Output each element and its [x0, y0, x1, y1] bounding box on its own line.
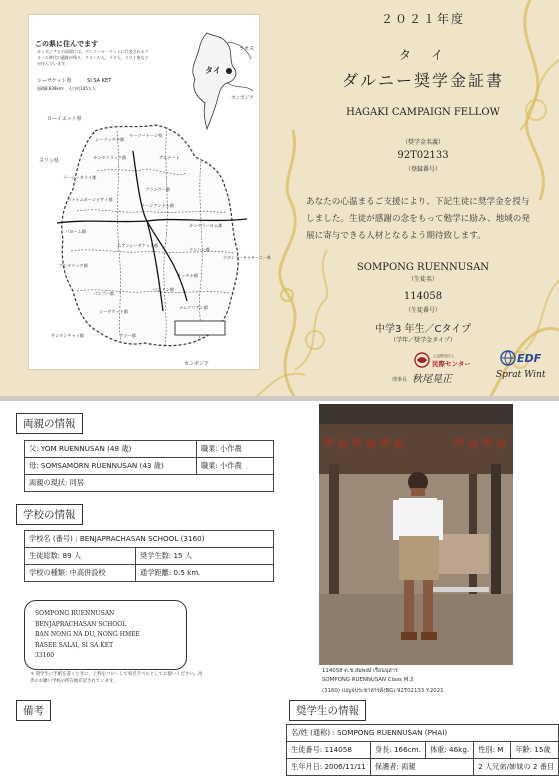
district-label: ムアンシーサケット郡 [117, 243, 159, 248]
district-label: シーラッタナ郡 [95, 137, 125, 142]
chairman-signature: 秋尾晃正 [412, 374, 452, 385]
edf-logo: EDF [517, 352, 542, 365]
student-guardian: 保護者: 両親 [370, 759, 473, 776]
parents-table [24, 440, 274, 492]
student-table [286, 724, 559, 776]
org-sub: 公益財団法人 [433, 354, 454, 358]
photo-caption-line: SOMPONG RUENNUSAN Class M.3 [322, 677, 414, 683]
grade-type-label: （学年／奨学金タイプ） [390, 337, 456, 344]
certificate-country: タ イ [398, 48, 447, 62]
student-photo [319, 404, 513, 665]
commute-distance: 通学距離: 0.5 km. [136, 565, 274, 582]
section-divider [0, 396, 559, 401]
parents-status: 両親の現状: 同居 [25, 475, 274, 492]
student-id: 114058 [403, 291, 443, 302]
district-label: ナムクリアン郡 [179, 305, 208, 310]
school-name: 学校名 (番号) : BENJAPRACHASAN SCHOOL (3160) [25, 531, 274, 548]
address-line: BAN NONG NA DU, NONG HMEE [35, 631, 140, 638]
address-line: RASEE SALAI, SI SA KET [35, 641, 114, 649]
chairman-label: 理事長 [392, 377, 408, 383]
mother-job: 職業: 小作農 [197, 458, 274, 475]
inset-label-laos: ラオス [239, 46, 254, 52]
district-label: ブラー郡 [119, 333, 136, 338]
student-weight: 体重: 46kg. [425, 742, 473, 759]
address-line: SOMPONG RUENNUSAN [35, 610, 115, 617]
certificate-message: あなたの心温まるご支援により、下記生徒に奨学金を授与しました。生徒が感謝の念をもって勉学に励み、地域の発展に寄与できる人材となるよう期待致します。 [306, 197, 530, 241]
signature-area [386, 348, 556, 388]
edf-signature: Sprat Wint [496, 370, 546, 380]
school-section-label: 学校の情報 [16, 504, 83, 525]
org-logo-icon [414, 352, 430, 368]
district-label: アムナート [159, 155, 180, 160]
scholarship-name: HAGAKI CAMPAIGN FELLOW [346, 107, 500, 118]
student-photo-image [319, 404, 513, 665]
student-height: 身長: 166cm. [370, 742, 425, 759]
address-line: BENJAPRACHASAN SCHOOL [35, 620, 127, 628]
district-label: キッタナ郡 [177, 273, 198, 278]
district-label: カンタラーロム郡 [189, 223, 223, 228]
student-section-label: 奨学生の情報 [289, 700, 366, 721]
parents-section-label: 両親の情報 [16, 413, 83, 434]
province-label: シーサケット県 SI SA KET [37, 78, 112, 84]
remarks-box [14, 720, 298, 778]
district-label: パンプー郡 [93, 291, 114, 296]
map-notice-body: カンボジアとの国境には、デンコール・ワットに代表されるクメール時代の遺跡が残り、クメール人、ラオ人、スワイ族などが住んでいます。 [37, 49, 149, 66]
school-table [24, 530, 274, 582]
mother-info: 母: SOMSAMORN RUENNUSAN (43 歳) [25, 458, 197, 475]
address-note: ＊ 奨学生に手紙を書くときに、上枠をコピーして宛名ラベルとしてお使いください。改善のお願い学校の所在地が記されています。 [30, 672, 203, 684]
student-age: 年齢: 15歳 [511, 742, 559, 759]
district-label: パヨーム郡 [65, 229, 86, 234]
student-siblings: 2 人兄弟/姉妹の 2 番目 [474, 759, 559, 776]
student-name-label: （生徒名） [407, 276, 438, 283]
certificate-title: ダルニー奨学金証書 [341, 71, 504, 90]
edf-logo-icon [500, 350, 516, 366]
map-notice-title: この県に住んでます [35, 40, 98, 48]
student-fullname: 名/姓 (通称) : SOMPONG RUENNUSAN (PHAI) [287, 725, 559, 742]
total-students: 生徒総数: 89 人 [25, 548, 136, 565]
remarks-section-label: 備考 [16, 700, 51, 721]
student-id-cell: 生徒番号: 114058 [287, 742, 371, 759]
inset-label-cambodia: カンボジア [231, 96, 254, 101]
province-map [28, 14, 271, 370]
district-label: プランクー郡 [145, 187, 171, 192]
student-gender: 性別: M [474, 742, 511, 759]
father-job: 職業: 小作農 [197, 441, 274, 458]
district-label: ベントン郡 [153, 287, 174, 292]
address-label-box [24, 600, 187, 670]
district-label: シーサケット郡 [99, 309, 128, 314]
certificate-year: ２０２１年度 [380, 12, 465, 26]
registration-number: 92T02133 [397, 150, 449, 161]
district-label: ラーシーサライ郡 [63, 175, 97, 180]
student-birthday: 生年月日: 2006/11/11 [287, 759, 371, 776]
org-name: 民際センター [432, 360, 471, 368]
district-label: サンタンチャイ郡 [51, 333, 84, 338]
district-map [37, 111, 259, 361]
scholarship-name-label: （奨学金名義） [401, 139, 444, 146]
grade-type: 中学3 年生／Cタイプ [374, 324, 472, 335]
inset-label-thailand: タイ [205, 66, 221, 75]
scholarship-students: 奨学生数: 15 人 [136, 548, 274, 565]
region-label-cambodia: カンボジア [184, 361, 210, 367]
province-stats: 面積8,839km² 人口約145万人 [37, 86, 96, 91]
photo-caption-line: 114058 ด.ช.สมพงษ์ เรือนนุสาร [322, 668, 398, 674]
address-line: 33160 [35, 652, 55, 659]
student-id-label: （生徒番号） [404, 307, 441, 314]
district-label: ブンタリック郡 [59, 263, 88, 268]
district-label: クンハン郡 [189, 247, 210, 252]
district-label: ノーンクンナシ郡 [141, 203, 175, 208]
photo-caption-line: (3160) เบญจประชาสรรค์(BG) 92T02133 Y.2021 [322, 688, 444, 694]
father-info: 父: YOM RUENNUSAN (48 歳) [25, 441, 197, 458]
district-label: ヤーソートーン県 [129, 133, 163, 138]
school-type: 学校の種類: 中高併設校 [25, 565, 136, 582]
region-label-ubon: ウボンラーチャターニー県 [223, 255, 271, 260]
district-label: ウトゥムポーンピサイ郡 [67, 197, 113, 202]
registration-number-label: （登録番号） [404, 166, 441, 173]
region-label-surin: スリン県 [39, 158, 60, 164]
student-name: SOMPONG RUENNUSAN [356, 262, 490, 273]
district-label: カンタララック郡 [93, 155, 127, 160]
region-label-roiet: ローイエット県 [47, 116, 82, 122]
